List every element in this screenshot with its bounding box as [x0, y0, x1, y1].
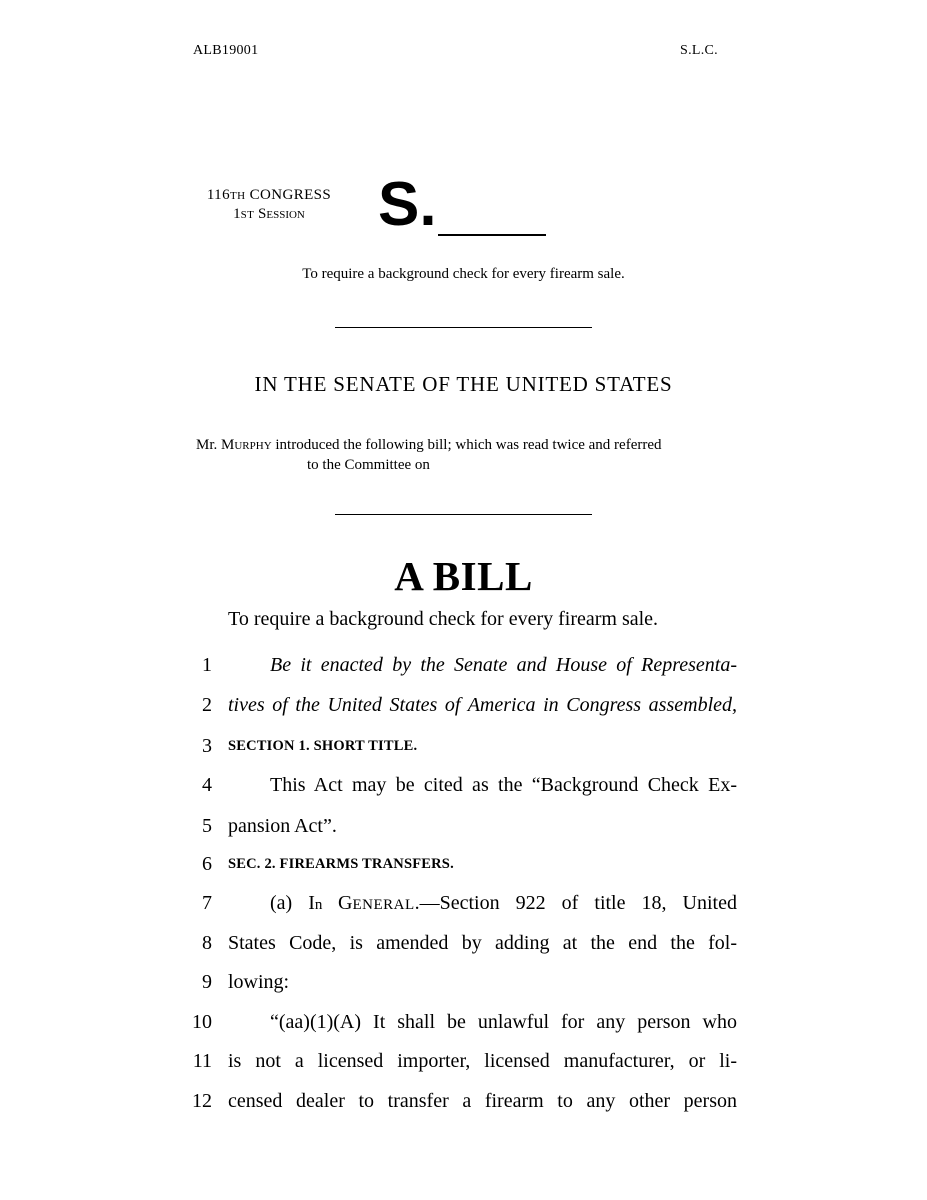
session-label	[193, 205, 345, 225]
bill-number-blank	[438, 234, 546, 236]
bill-text-line: is not a licensed importer, licensed manufacturer, or li-	[228, 1050, 737, 1072]
bill-text-line: censed dealer to transfer a firearm to any other person	[228, 1090, 737, 1112]
congress-number	[193, 186, 345, 206]
session-suffix: ST	[240, 209, 255, 221]
subsection-label: (a)	[270, 892, 309, 914]
subsection-text: .—Section 922 of title 18, United	[414, 892, 737, 914]
sponsor-honorific: Mr.	[196, 437, 218, 453]
line-number: 7	[202, 892, 212, 914]
line-number: 4	[202, 774, 212, 796]
long-title: To require a background check for every firearm sale.	[228, 608, 659, 630]
bill-text-line: lowing:	[228, 971, 290, 993]
bill-prefix: S.	[378, 170, 437, 239]
document-id: ALB19001	[193, 43, 259, 58]
line-number: 5	[202, 815, 212, 837]
subsection-heading-initial: I	[308, 892, 315, 914]
line-number: 3	[202, 735, 212, 757]
line-number: 2	[202, 694, 212, 716]
line-number: 9	[202, 971, 212, 993]
line-number: 8	[202, 932, 212, 954]
senate-heading: IN THE SENATE OF THE UNITED STATES	[254, 372, 673, 396]
congress-number-suffix: TH	[229, 190, 246, 202]
bill-text-line: “(aa)(1)(A) It shall be unlawful for any person who	[270, 1011, 737, 1033]
subsection-heading-smallcaps: ENERAL	[352, 897, 415, 913]
sponsor-name: Murphy	[221, 437, 272, 453]
line-number: 12	[192, 1090, 212, 1112]
office-code: S.L.C.	[680, 43, 718, 58]
bill-text-line: tives of the United States of America in Congress assembled,	[228, 694, 737, 716]
line-number: 10	[192, 1011, 212, 1033]
line-number: 1	[202, 654, 212, 676]
divider-rule	[335, 327, 592, 328]
subsection-heading-initial: G	[338, 892, 353, 914]
introduction-line-1	[196, 437, 662, 454]
divider-rule	[335, 514, 592, 515]
bill-text-line: Be it enacted by the Senate and House of Representa-	[270, 654, 737, 676]
introduction-text: introduced the following bill; which was read twice and referred	[275, 437, 662, 453]
session-word: Session	[258, 206, 305, 222]
line-number: 11	[192, 1050, 212, 1072]
bill-heading: A BILL	[394, 553, 533, 599]
short-purpose: To require a background check for every firearm sale.	[302, 266, 625, 282]
subsection-heading-smallcaps: n	[314, 897, 338, 913]
introduction-line-2: to the Committee on	[307, 457, 430, 473]
section-heading: SEC. 2. FIREARMS TRANSFERS.	[228, 856, 454, 872]
bill-text-line: pansion Act”.	[228, 815, 337, 837]
bill-text-line: This Act may be cited as the “Background Check Ex-	[270, 774, 737, 796]
session-number: 1	[233, 206, 241, 222]
congress-number-value: 116	[206, 187, 230, 203]
congress-word: CONGRESS	[249, 187, 332, 203]
bill-text-line: States Code, is amended by adding at the end the fol-	[228, 932, 737, 954]
section-heading: SECTION 1. SHORT TITLE.	[228, 738, 418, 754]
bill-text-line	[270, 889, 737, 919]
line-number: 6	[202, 853, 212, 875]
